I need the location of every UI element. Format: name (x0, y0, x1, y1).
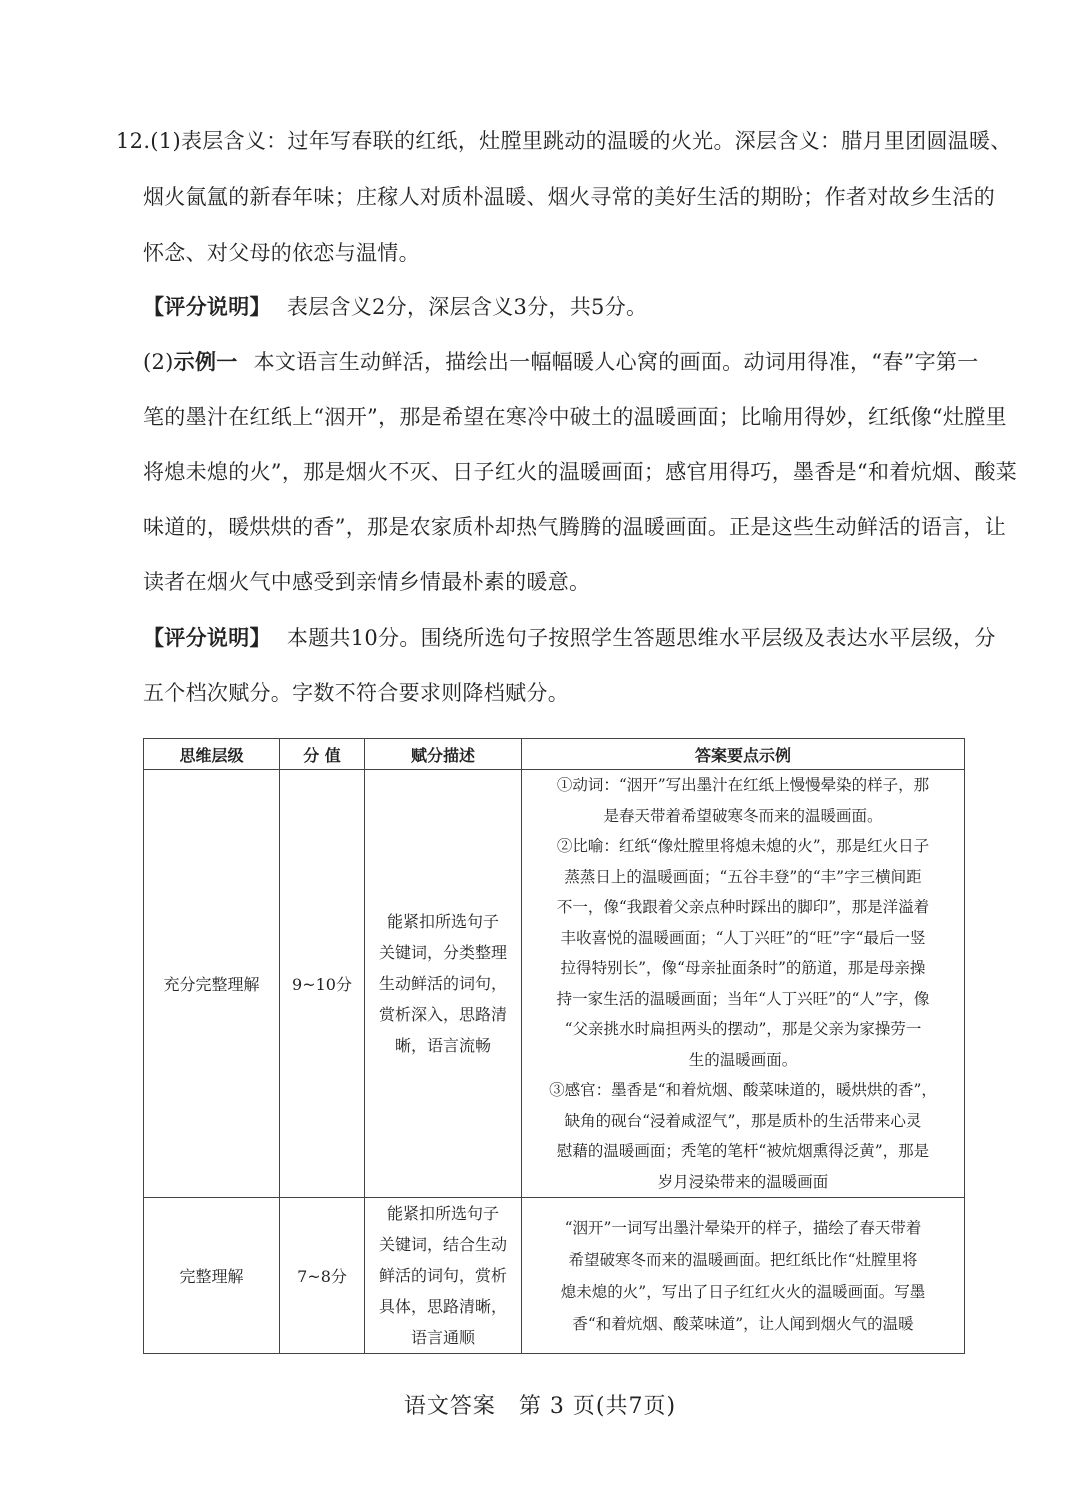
example-line: ②比喻：红纸“像灶膛里将熄未熄的火”，那是红火日子 (556, 837, 930, 855)
example-line: ①动词：“洇开”写出墨汁在红纸上慢慢晕染的样子，那 (556, 776, 930, 794)
q12-part1-line-2: 烟火氤氲的新春年味；庄稼人对质朴温暖、烟火寻常的美好生活的期盼；作者对故乡生活的 (143, 185, 995, 209)
scoring-note-2-continued: 五个档次赋分。字数不符合要求则降档赋分。 (143, 681, 569, 705)
description-line: 具体，思路清晰， (378, 1297, 507, 1316)
q12-part2-line-5: 读者在烟火气中感受到亲情乡情最朴素的暖意。 (143, 570, 591, 594)
scoring-note-label: 【评分说明】 (143, 295, 271, 319)
example-cell (522, 1198, 965, 1354)
example-line: 不一，像“我跟着父亲点种时踩出的脚印”，那是洋溢着 (556, 898, 930, 916)
score-cell: 7~8分 (280, 1198, 365, 1354)
table-header-row (144, 739, 965, 770)
header-description: 赋分描述 (365, 739, 522, 770)
example-line: “洇开”一词写出墨汁晕染开的样子，描绘了春天带着 (564, 1218, 922, 1237)
header-example: 答案要点示例 (522, 739, 965, 770)
example-line: 生的温暖画面。 (688, 1050, 798, 1069)
header-level: 思维层级 (144, 739, 280, 770)
header-score: 分 值 (280, 739, 365, 770)
example-line: 希望破寒冬而来的温暖画面。把红纸比作“灶膛里将 (568, 1250, 918, 1269)
q12-part2-line-3: 将熄未熄的火”，那是烟火不灭、日子红火的温暖画面；感官用得巧，墨香是“和着炕烟、酸菜 (143, 460, 1018, 484)
table-row (144, 1198, 965, 1354)
q12-part2-line-1 (143, 347, 979, 377)
example-line: 熄未熄的火”，写出了日子红红火火的温暖画面。写墨 (560, 1282, 926, 1301)
q12-part2-line-2: 笔的墨汁在红纸上“洇开”，那是希望在寒冷中破土的温暖画面；比喻用得妙，红纸像“灶膛里 (143, 405, 1007, 429)
description-line: 能紧扣所选句子 (386, 1204, 499, 1223)
example-line: 岁月浸染带来的温暖画面 (657, 1172, 829, 1191)
part2-prefix: (2) (143, 350, 174, 374)
q12-part1-line-3: 怀念、对父母的依恋与温情。 (143, 241, 420, 265)
example-line: 慰藉的温暖画面；秃笔的笔杆“被炕烟熏得泛黄”，那是 (556, 1142, 930, 1160)
table-row (144, 770, 965, 1198)
description-line: 语言通顺 (410, 1328, 475, 1347)
description-line: 关键词，结合生动 (378, 1235, 507, 1254)
example-line: 香“和着炕烟、酸菜味道”，让人闻到烟火气的温暖 (572, 1314, 914, 1333)
scoring-note-text: 本题共10分。围绕所选句子按照学生答题思维水平层级及表达水平层级，分 (286, 626, 996, 650)
description-line: 生动鲜活的词句， (378, 974, 507, 993)
description-cell (365, 1198, 522, 1354)
level-cell: 完整理解 (144, 1198, 280, 1354)
score-cell: 9~10分 (280, 770, 365, 1198)
level-cell: 充分完整理解 (144, 770, 280, 1198)
example-line: “父亲挑水时扁担两头的摆动”，那是父亲为家操劳一 (564, 1020, 922, 1038)
part2-first-text: 本文语言生动鲜活，描绘出一幅幅暖人心窝的画面。动词用得准，“春”字第一 (253, 350, 979, 374)
example-line: 持一家生活的温暖画面；当年“人丁兴旺”的“人”字，像 (556, 989, 930, 1008)
scoring-note-1 (143, 292, 647, 322)
rubric-table (143, 738, 965, 1354)
sample-label: 示例一 (173, 350, 238, 374)
description-line: 赏析深入，思路清 (378, 1005, 507, 1024)
q12-part2-line-4: 味道的，暖烘烘的香”，那是农家质朴却热气腾腾的温暖画面。正是这些生动鲜活的语言，让 (143, 515, 1007, 539)
description-line: 晰，语言流畅 (394, 1036, 491, 1055)
q12-part1-line-1: 12.(1)表层含义：过年写春联的红纸，灶膛里跳动的温暖的火光。深层含义：腊月里团圆温暖、 (116, 129, 1012, 153)
scoring-note-text: 表层含义2分，深层含义3分，共5分。 (286, 295, 648, 319)
scoring-note-2 (143, 623, 996, 653)
example-cell (522, 770, 965, 1198)
example-line: ③感官：墨香是“和着炕烟、酸菜味道的，暖烘烘的香”， (549, 1081, 937, 1099)
example-line: 拉得特别长”，像“母亲扯面条时”的筋道，那是母亲操 (560, 959, 926, 977)
description-cell (365, 770, 522, 1198)
example-line: 缺角的砚台“浸着咸涩气”，那是质朴的生活带来心灵 (564, 1111, 922, 1130)
page-footer: 语文答案 第 3 页(共7页) (403, 1394, 677, 1419)
scoring-note-label: 【评分说明】 (143, 626, 271, 650)
description-line: 鲜活的词句，赏析 (378, 1266, 507, 1285)
example-line: 蒸蒸日上的温暖画面；“五谷丰登”的“丰”字三横间距 (564, 867, 922, 886)
description-line: 能紧扣所选句子 (386, 912, 499, 931)
description-line: 关键词，分类整理 (378, 943, 507, 962)
example-line: 是春天带着希望破寒冬而来的温暖画面。 (603, 806, 883, 825)
example-line: 丰收喜悦的温暖画面；“人丁兴旺”的“旺”字“最后一竖 (560, 928, 926, 947)
